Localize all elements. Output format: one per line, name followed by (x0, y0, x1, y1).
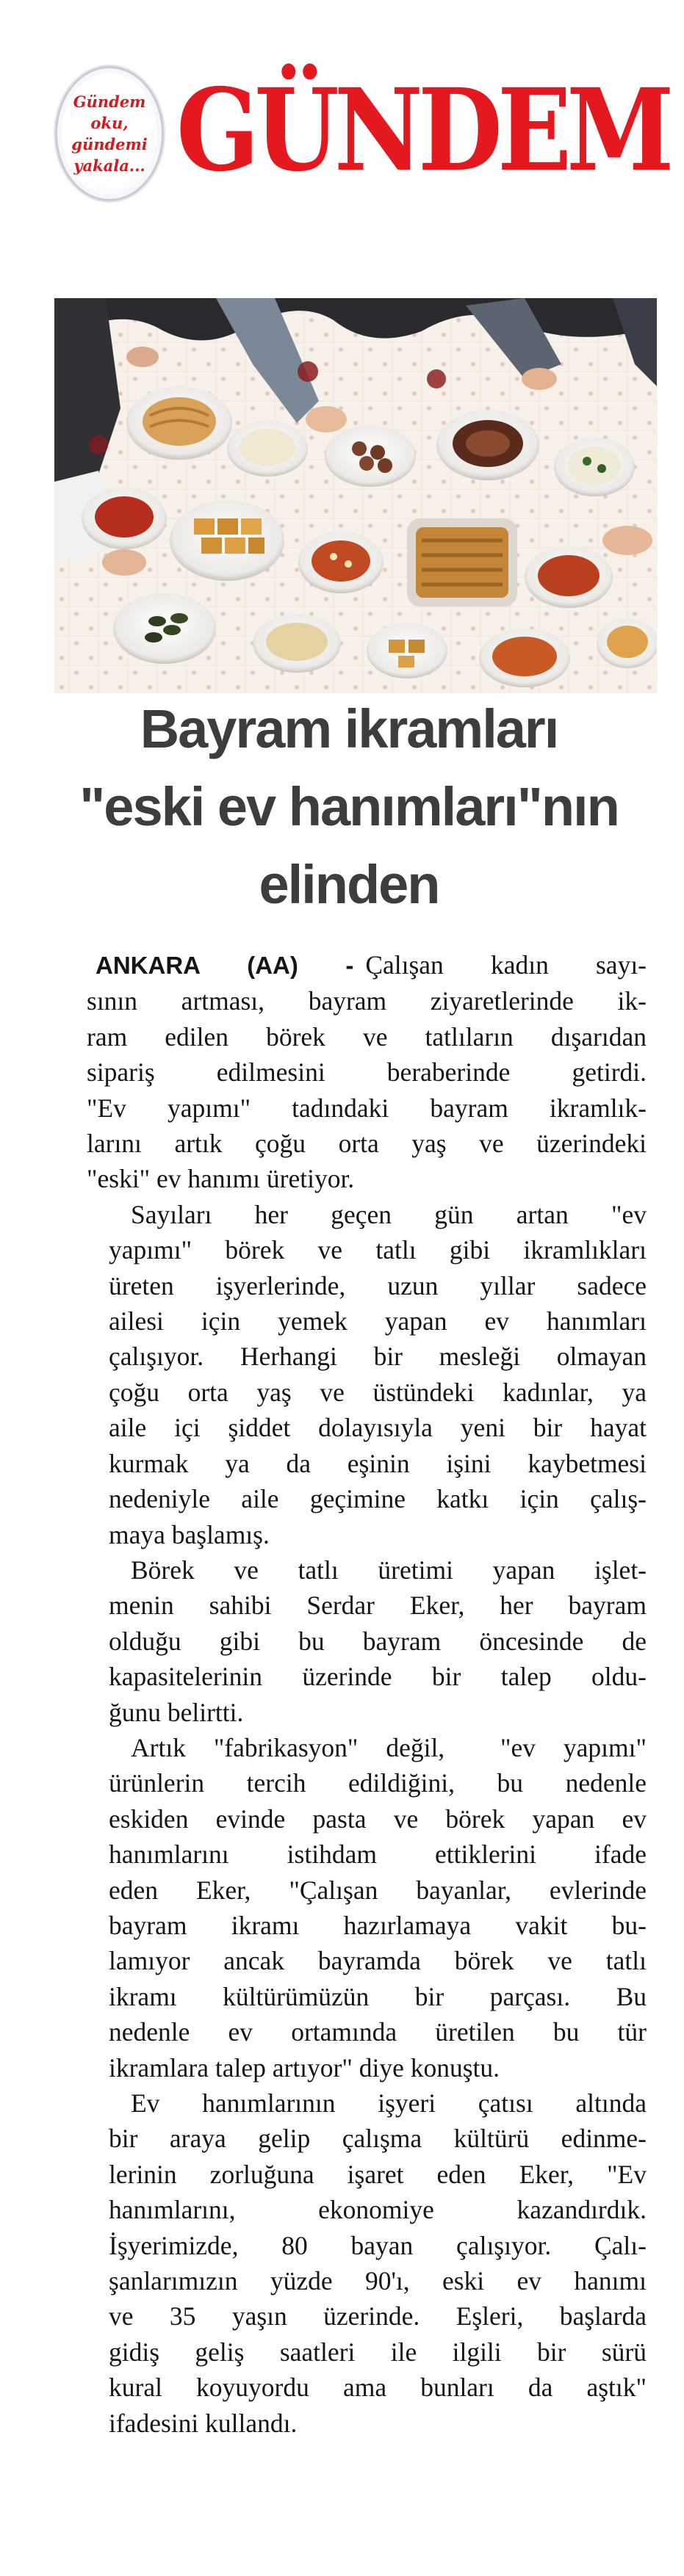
paragraph (87, 1730, 647, 2085)
slogan-line: oku, (90, 114, 129, 132)
text-line: lamıyor ancak bayramda börek ve tatlı (109, 1946, 647, 1976)
text-line: Artık "fabrikasyon" değil, "ev yapımı" (131, 1732, 647, 1762)
slogan-line: yakala... (73, 156, 145, 175)
paragraph (87, 2085, 647, 2441)
text-line: kurmak ya da eşinin işini kaybetmesi (109, 1448, 647, 1478)
text-line: hanımlarını, ekonomiye kazandırdık. (109, 2195, 647, 2225)
slogan-text (65, 91, 154, 176)
text-line: ANKARA (AA) - Çalışan kadın sayı- (87, 947, 647, 983)
text-line: bayram ikramı hazırlamaya vakit bu- (109, 1910, 647, 1940)
text-line: lerinin zorluğuna işaret eden Eker, "Ev (109, 2159, 647, 2189)
food-table-illustration (54, 298, 657, 693)
text-line: maya başlamış. (109, 1519, 270, 1549)
text-line: nedeniyle aile geçimine katkı için çalış- (109, 1484, 647, 1514)
text-line: sının artması, bayram ziyaretlerinde ik- (87, 986, 647, 1016)
text-line: ram edilen börek ve tatlıların dışarıdan (87, 1021, 647, 1052)
text-line: "Ev yapımı" tadındaki bayram ikramlık- (87, 1093, 647, 1123)
text-line: gidiş geliş saatleri ile ilgili bir sürü (109, 2337, 647, 2367)
text-line: çoğu orta yaş ve üstündeki kadınlar, ya (109, 1377, 647, 1407)
text-line: aile içi şiddet dolayısıyla yeni bir hayat (109, 1413, 647, 1443)
text-line: ikramı kültürümüzün bir parçası. Bu (109, 1981, 647, 2011)
text-line: eskiden evinde pasta ve börek yapan ev (109, 1803, 647, 1834)
text-line: İşyerimizde, 80 bayan çalışıyor. Çalı- (109, 2230, 647, 2260)
text-line: ailesi için yemek yapan ev hanımları (109, 1306, 647, 1336)
text-line: ğunu belirtti. (109, 1697, 244, 1727)
text-line: bir araya gelip çalışma kültürü edinme- (109, 2124, 647, 2154)
text-line: Sayıları her geçen gün artan "ev (131, 1199, 647, 1229)
article-photo (54, 298, 657, 693)
masthead (44, 59, 669, 220)
text-line: olduğu gibi bu bayram öncesinde de (109, 1626, 647, 1656)
text-line: ifadesini kullandı. (109, 2408, 298, 2438)
text-line: menin sahibi Serdar Eker, her bayram (109, 1591, 647, 1621)
text-line: ikramlara talep artıyor" diye konuştu. (109, 2052, 500, 2083)
text-line: "eski" ev hanımı üretiyor. (87, 1164, 355, 1194)
text-line: ve 35 yaşın üzerinde. Eşleri, başlarda (109, 2301, 647, 2331)
text-line: Börek ve tatlı üretimi yapan işlet- (131, 1555, 647, 1585)
article-headline (44, 690, 654, 924)
headline-line: elinden (259, 854, 439, 915)
slogan-badge (55, 66, 164, 201)
text-line: eden Eker, "Çalışan bayanlar, evlerinde (109, 1875, 647, 1905)
slogan-line: gündemi (71, 135, 148, 153)
slogan-line: Gündem (73, 93, 146, 111)
text-line: yapımı" börek ve tatlı gibi ikramlıkları (109, 1235, 647, 1265)
text-line: nedenle ev ortamında üretilen bu tür (109, 2017, 647, 2047)
paragraph (87, 947, 647, 1197)
byline: ANKARA (AA) - (96, 952, 354, 979)
newspaper-logo: GÜNDEM (176, 64, 669, 197)
text-line: hanımlarını istihdam ettiklerini ifade (109, 1839, 647, 1870)
text-line: sipariş edilmesini beraberinde getirdi. (87, 1057, 647, 1088)
text-line: kural koyuyordu ama bunları da aştık" (109, 2373, 647, 2403)
text-line: çalışıyor. Herhangi bir mesleği olmayan (109, 1342, 647, 1372)
text-line: üreten işyerlerinde, uzun yıllar sadece (109, 1270, 647, 1300)
article-body (87, 947, 647, 2441)
headline-line: "eski ev hanımları"nın (79, 776, 619, 837)
text-line: ürünlerin tercih edildiğini, bu nedenle (109, 1768, 647, 1798)
text-line: şanlarımızın yüzde 90'ı, eski ev hanımı (109, 2266, 647, 2296)
text-line: Ev hanımlarının işyeri çatısı altında (131, 2088, 647, 2118)
paragraph (87, 1552, 647, 1730)
paragraph (87, 1197, 647, 1552)
text-line: kapasitelerinin üzerinde bir talep oldu- (109, 1662, 647, 1692)
text-line: larını artık çoğu orta yaş ve üzerindeki (87, 1129, 647, 1159)
headline-line: Bayram ikramları (140, 698, 558, 759)
